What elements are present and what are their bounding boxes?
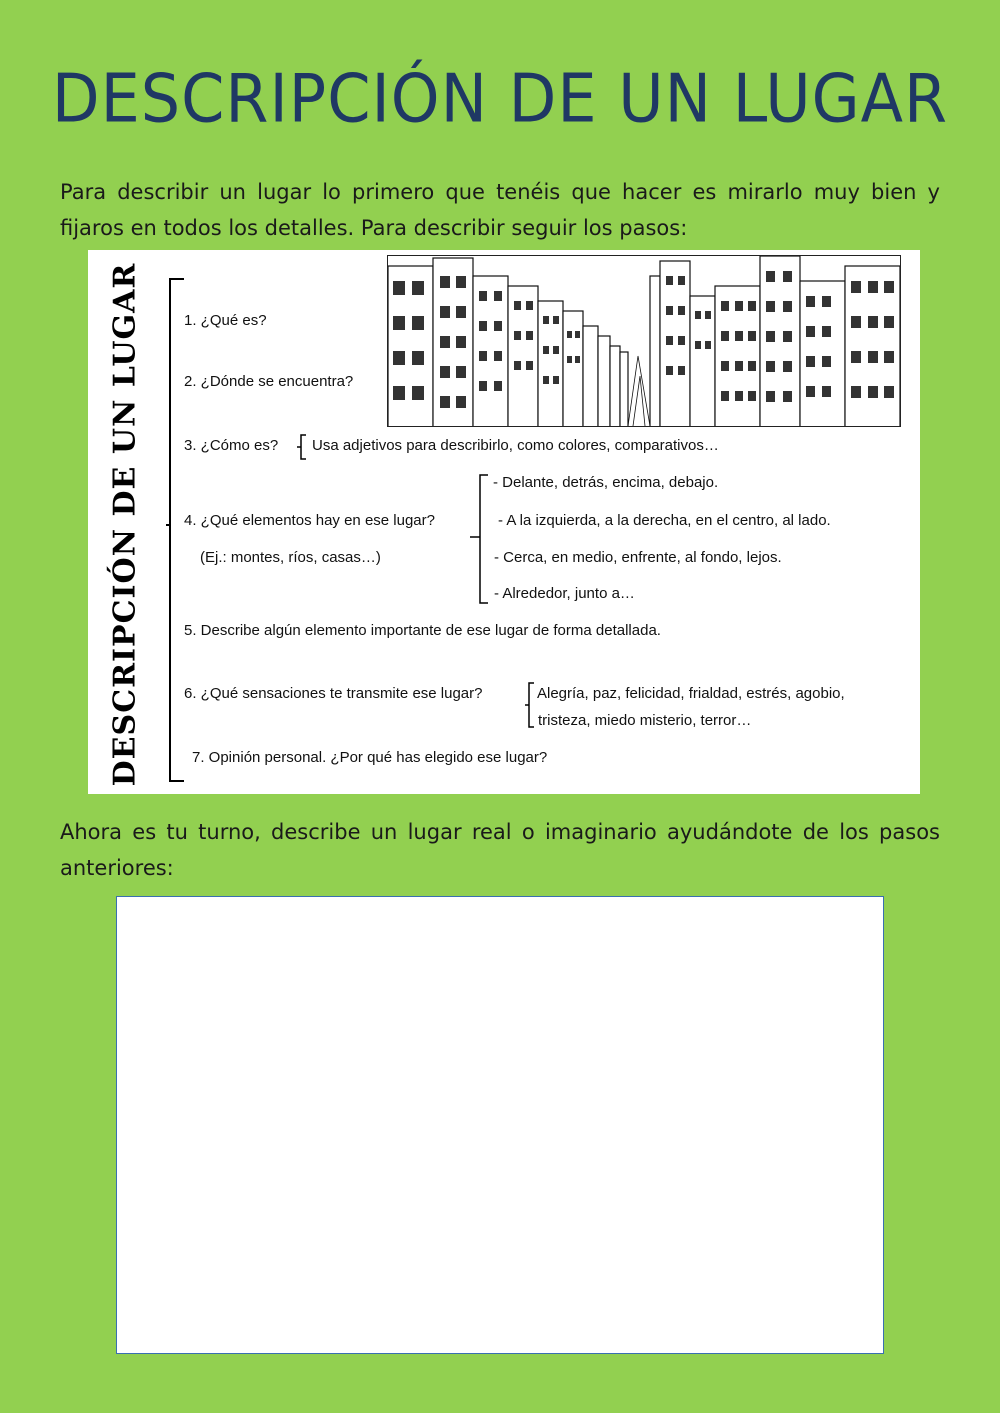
steps-panel (88, 250, 920, 794)
step-4: 4. ¿Qué elementos hay en ese lugar? (184, 512, 435, 529)
main-brace-icon (166, 278, 186, 782)
intro-text: Para describir un lugar lo primero que tenéis que hacer es mirarlo muy bien y fijaros en todos los detalles. Para describir seguir los pasos: (60, 180, 940, 240)
writing-area[interactable] (116, 896, 884, 1354)
brace-icon (524, 682, 536, 728)
brace-icon (296, 434, 308, 460)
step-5: 5. Describe algún elemento importante de ese lugar de forma detallada. (184, 622, 661, 639)
city-street-illustration (387, 255, 901, 427)
step-6-detail: tristeza, miedo misterio, terror… (538, 712, 752, 729)
step-4-option: - A la izquierda, a la derecha, en el centro, al lado. (498, 512, 831, 529)
step-4-option: - Alrededor, junto a… (494, 585, 635, 602)
step-4-option: - Cerca, en medio, enfrente, al fondo, lejos. (494, 549, 782, 566)
page-title: DESCRIPCIÓN DE UN LUGAR (51, 59, 949, 138)
step-3-detail: Usa adjetivos para describirlo, como colores, comparativos… (312, 437, 719, 454)
step-4-option: - Delante, detrás, encima, debajo. (493, 474, 719, 491)
step-4-example: (Ej.: montes, ríos, casas…) (200, 549, 381, 566)
step-6-detail: Alegría, paz, felicidad, frialdad, estrés, agobio, (537, 685, 845, 702)
brace-icon (468, 474, 490, 604)
step-3: 3. ¿Cómo es? (184, 437, 279, 454)
step-6: 6. ¿Qué sensaciones te transmite ese lugar? (184, 685, 483, 702)
vertical-title: DESCRIPCIÓN DE UN LUGAR (107, 262, 143, 786)
step-7: 7. Opinión personal. ¿Por qué has elegido ese lugar? (192, 749, 548, 766)
outro-text: Ahora es tu turno, describe un lugar real o imaginario ayudándote de los pasos anteriores: (60, 820, 940, 880)
step-2: 2. ¿Dónde se encuentra? (184, 373, 354, 390)
step-1: 1. ¿Qué es? (184, 312, 267, 329)
